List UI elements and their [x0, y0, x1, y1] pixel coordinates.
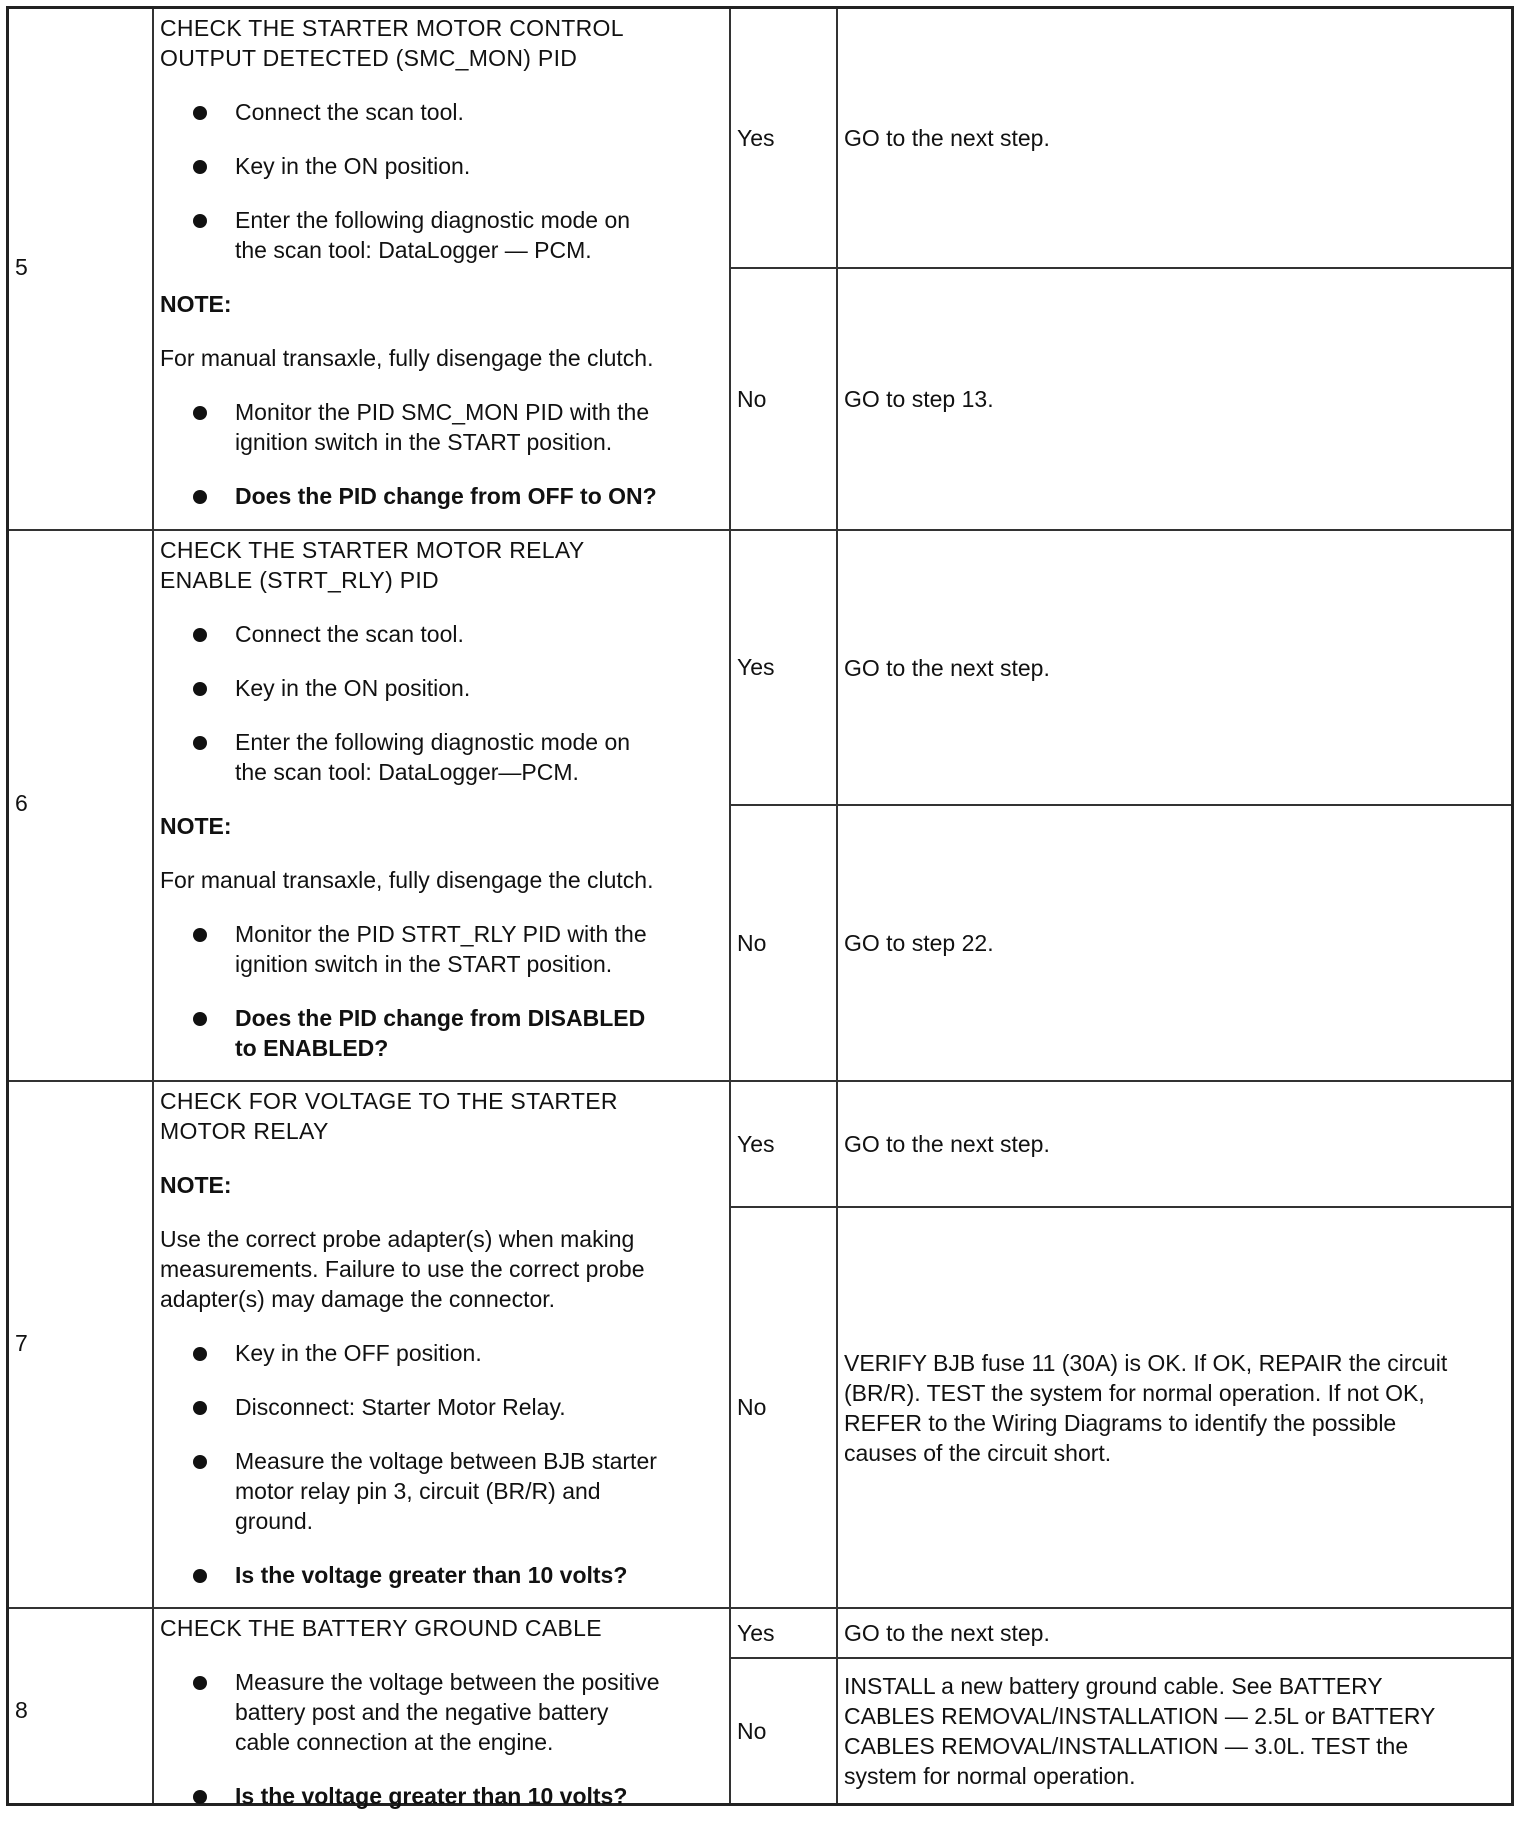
yes-label: Yes — [737, 654, 775, 680]
no-label: No — [737, 1394, 767, 1420]
bullet-icon — [193, 1790, 207, 1804]
bullet-icon — [193, 406, 207, 420]
bullet-icon — [193, 160, 207, 174]
yes-label: Yes — [737, 124, 775, 151]
bullet-icon — [193, 106, 207, 120]
question-item: Is the voltage greater than 10 volts? — [235, 1560, 723, 1590]
bullet-icon — [193, 628, 207, 642]
no-label: No — [737, 385, 767, 412]
diagnostic-table — [6, 6, 1514, 1809]
yes-result: GO to the next step. — [844, 654, 1050, 681]
note-label: NOTE: — [160, 291, 232, 317]
list-item: Monitor the PID SMC_MON PID with the ignition switch in the START position. — [235, 397, 723, 457]
step-5-action — [154, 9, 729, 535]
bullet-icon — [193, 1347, 207, 1361]
bullet-icon — [193, 214, 207, 228]
step-title: CHECK FOR VOLTAGE TO THE STARTER MOTOR RELAY — [160, 1088, 618, 1144]
list-item: Enter the following diagnostic mode on the scan tool: DataLogger—PCM. — [235, 727, 723, 787]
instruction-list — [160, 97, 723, 265]
no-result: VERIFY BJB fuse 11 (30A) is OK. If OK, REPAIR the circuit (BR/R). TEST the system for normal operation. If not OK, REFER to the Wiring Diagrams to identify the possible causes of the circuit short. — [844, 1349, 1448, 1466]
bullet-icon — [193, 928, 207, 942]
step-6-action — [154, 531, 729, 1087]
yes-label: Yes — [737, 1130, 775, 1157]
note-label: NOTE: — [160, 813, 232, 839]
no-result: INSTALL a new battery ground cable. See BATTERY CABLES REMOVAL/INSTALLATION — 2.5L or BATTERY CABLES REMOVAL/INSTALLATION — 3.0L. TEST the system for normal operation. — [844, 1673, 1436, 1789]
question-item: Does the PID change from DISABLED to ENABLED? — [235, 1003, 723, 1063]
list-item: Key in the ON position. — [235, 673, 723, 703]
step-number: 5 — [15, 254, 28, 280]
bullet-icon — [193, 682, 207, 696]
question-item: Is the voltage greater than 10 volts? — [235, 1781, 723, 1811]
step-title: CHECK THE STARTER MOTOR RELAY ENABLE (STRT_RLY) PID — [160, 537, 585, 593]
step-number: 6 — [15, 790, 28, 816]
note-text: For manual transaxle, fully disengage the clutch. — [160, 345, 654, 371]
list-item: Enter the following diagnostic mode on the scan tool: DataLogger — PCM. — [235, 205, 723, 265]
instruction-list — [160, 1667, 723, 1811]
step-number: 7 — [15, 1330, 28, 1356]
list-item: Key in the OFF position. — [235, 1338, 723, 1368]
no-result: GO to step 22. — [844, 930, 994, 956]
bullet-icon — [193, 1455, 207, 1469]
bullet-icon — [193, 736, 207, 750]
instruction-list — [160, 919, 723, 1063]
step-title: CHECK THE BATTERY GROUND CABLE — [160, 1615, 602, 1641]
yes-result: GO to the next step. — [844, 1620, 1050, 1646]
instruction-list — [160, 1338, 723, 1590]
step-7-action — [154, 1082, 729, 1614]
no-result: GO to step 13. — [844, 386, 994, 412]
bullet-icon — [193, 1012, 207, 1026]
list-item: Disconnect: Starter Motor Relay. — [235, 1392, 723, 1422]
no-label: No — [737, 1717, 767, 1744]
yes-result: GO to the next step. — [844, 1131, 1050, 1157]
list-item: Key in the ON position. — [235, 151, 723, 181]
yes-result: GO to the next step. — [844, 125, 1050, 151]
step-number: 8 — [15, 1697, 28, 1723]
list-item: Measure the voltage between the positive battery post and the negative battery cable connection at the engine. — [235, 1667, 723, 1757]
question-item: Does the PID change from OFF to ON? — [235, 481, 723, 511]
instruction-list — [160, 397, 723, 511]
no-label: No — [737, 929, 767, 956]
instruction-list — [160, 619, 723, 787]
list-item: Measure the voltage between BJB starter motor relay pin 3, circuit (BR/R) and ground. — [235, 1446, 723, 1536]
list-item: Connect the scan tool. — [235, 619, 723, 649]
note-label: NOTE: — [160, 1172, 232, 1198]
bullet-icon — [193, 490, 207, 504]
note-text: Use the correct probe adapter(s) when making measurements. Failure to use the correct probe adapter(s) may damage the connector. — [160, 1226, 645, 1312]
yes-label: Yes — [737, 1619, 775, 1646]
list-item: Connect the scan tool. — [235, 97, 723, 127]
list-item: Monitor the PID STRT_RLY PID with the ignition switch in the START position. — [235, 919, 723, 979]
note-text: For manual transaxle, fully disengage the clutch. — [160, 867, 654, 893]
step-8-action — [154, 1609, 729, 1835]
bullet-icon — [193, 1569, 207, 1583]
step-title: CHECK THE STARTER MOTOR CONTROL OUTPUT DETECTED (SMC_MON) PID — [160, 15, 624, 71]
bullet-icon — [193, 1401, 207, 1415]
bullet-icon — [193, 1676, 207, 1690]
